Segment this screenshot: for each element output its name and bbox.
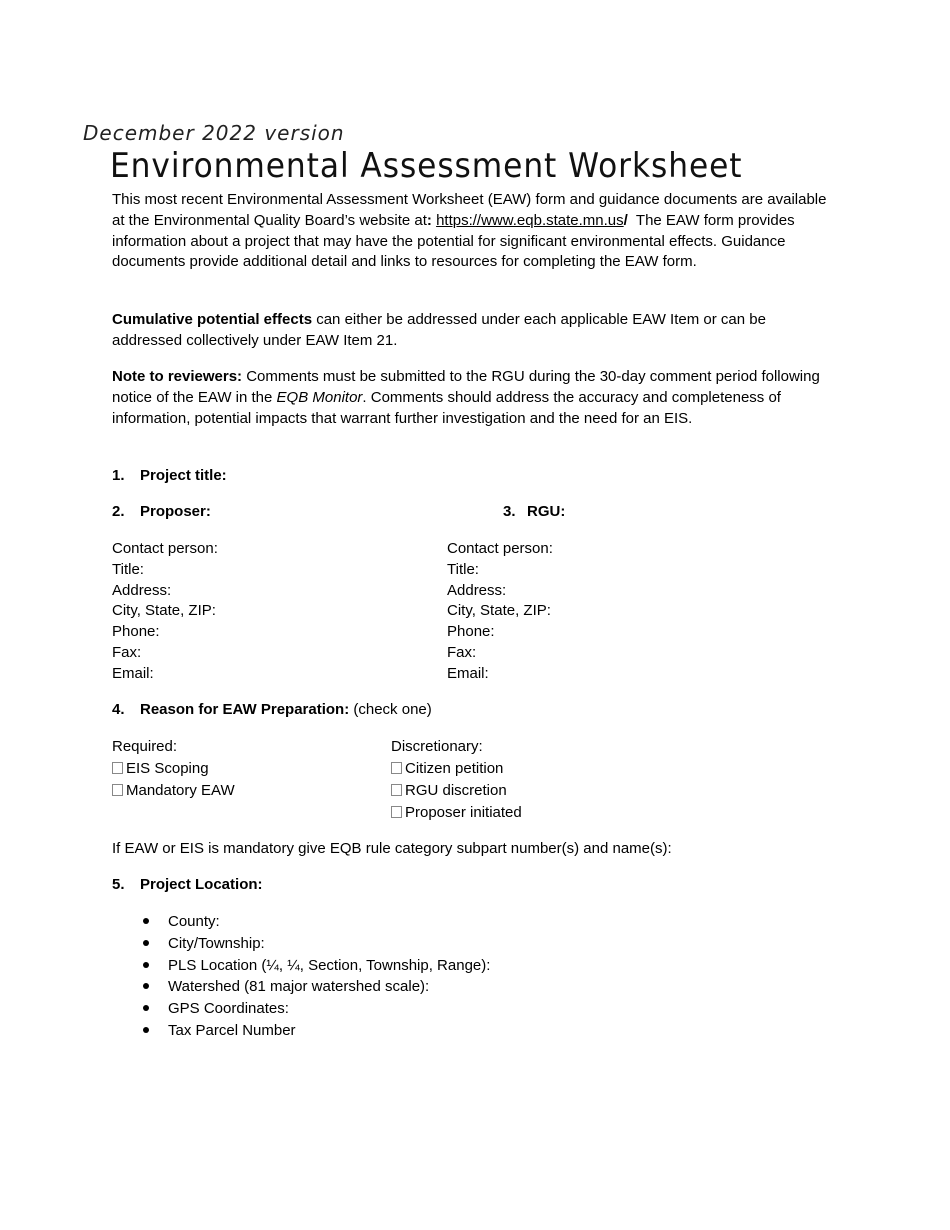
item-number: 5. [112,876,125,893]
location-list [112,911,490,1042]
option-proposer-initiated[interactable] [391,802,522,824]
field-address: Address: [112,581,172,599]
field-fax: Fax: [447,643,477,661]
item-label: Proposer: [140,503,211,520]
location-tax-parcel: Tax Parcel Number [112,1020,490,1042]
item-project-title [112,467,227,484]
option-eis-scoping[interactable] [112,758,235,780]
item-label: RGU: [527,503,566,520]
note-text-2: . Comments should address the accuracy and completeness of information, potential impacts that warrant further investigation and the need for an EIS. [112,388,781,427]
item-proposer [112,503,211,520]
note-text-1: Comments must be submitted to the RGU during the 30-day comment period following notice of the EAW in the [112,368,820,406]
field-email: Email: [447,664,489,682]
note-bold: Note to reviewers: [112,368,243,385]
version-label: December 2022 version [83,121,345,145]
location-pls: PLS Location (¼, ¼, Section, Township, Range): [112,955,490,977]
location-watershed: Watershed (81 major watershed scale): [112,976,490,998]
item-rgu [503,503,565,520]
required-label: Required: [112,738,178,755]
cumulative-bold: Cumulative potential effects [112,311,313,328]
field-address: Address: [447,581,507,599]
field-contact-person: Contact person: [447,540,553,557]
option-label: Citizen petition [405,760,504,777]
item-number: 3. [503,503,516,520]
option-rgu-discretion[interactable] [391,780,522,802]
checkbox-icon[interactable] [391,806,402,818]
intro-slash: / [623,211,628,229]
proposer-contact-fields [112,539,218,685]
option-label: EIS Scoping [126,760,209,777]
field-city-state-zip: City, State, ZIP: [447,602,551,620]
intro-text-1: This most recent Environmental Assessment Worksheet (EAW) form and guidance documents are available at the Environmental Quality Board’s website at [112,191,827,229]
option-label: Mandatory EAW [126,782,235,799]
discretionary-options [391,736,522,824]
item-label: Project Location: [140,876,263,893]
note-italic: EQB Monitor [276,388,363,406]
page-title: Environmental Assessment Worksheet [110,146,743,186]
intro-text-2: The EAW form provides information about a project that may have the potential for significant environmental effects. Guidance documents provide additional detail and links to resources for completing the EAW form. [112,211,795,271]
checkbox-icon[interactable] [112,762,123,774]
item-number: 4. [112,701,125,718]
mandatory-note: If EAW or EIS is mandatory give EQB rule category subpart number(s) and name(s): [112,840,672,857]
option-citizen-petition[interactable] [391,758,522,780]
item-number: 2. [112,503,125,520]
item-label: Reason for EAW Preparation: [140,701,350,718]
option-mandatory-eaw[interactable] [112,780,235,802]
option-label: Proposer initiated [405,804,522,821]
checkbox-icon[interactable] [112,784,123,796]
item-reason [112,701,432,718]
cumulative-text: can either be addressed under each applicable EAW Item or can be addressed collectively under EAW Item 21. [112,311,766,349]
intro-colon: : [426,211,432,229]
item-number: 1. [112,467,125,484]
field-contact-person: Contact person: [112,540,218,557]
field-title: Title: [112,560,144,578]
field-title: Title: [447,560,479,578]
item-label: Project title: [140,467,227,484]
discretionary-label: Discretionary: [391,738,483,755]
field-fax: Fax: [112,643,142,661]
required-options [112,736,235,802]
intro-paragraph [112,190,827,273]
option-label: RGU discretion [405,782,507,799]
checkbox-icon[interactable] [391,784,402,796]
item-project-location [112,876,263,893]
note-paragraph [112,367,827,429]
checkbox-icon[interactable] [391,762,402,774]
location-gps: GPS Coordinates: [112,998,490,1020]
item-note: (check one) [353,701,432,718]
eqb-website-link[interactable]: https://www.eqb.state.mn.us [436,211,624,229]
field-city-state-zip: City, State, ZIP: [112,602,216,620]
location-county: County: [112,911,490,933]
rgu-contact-fields [447,539,553,685]
location-city-township: City/Township: [112,933,490,955]
cumulative-paragraph [112,310,827,352]
field-phone: Phone: [447,623,495,641]
field-email: Email: [112,664,154,682]
field-phone: Phone: [112,623,160,641]
